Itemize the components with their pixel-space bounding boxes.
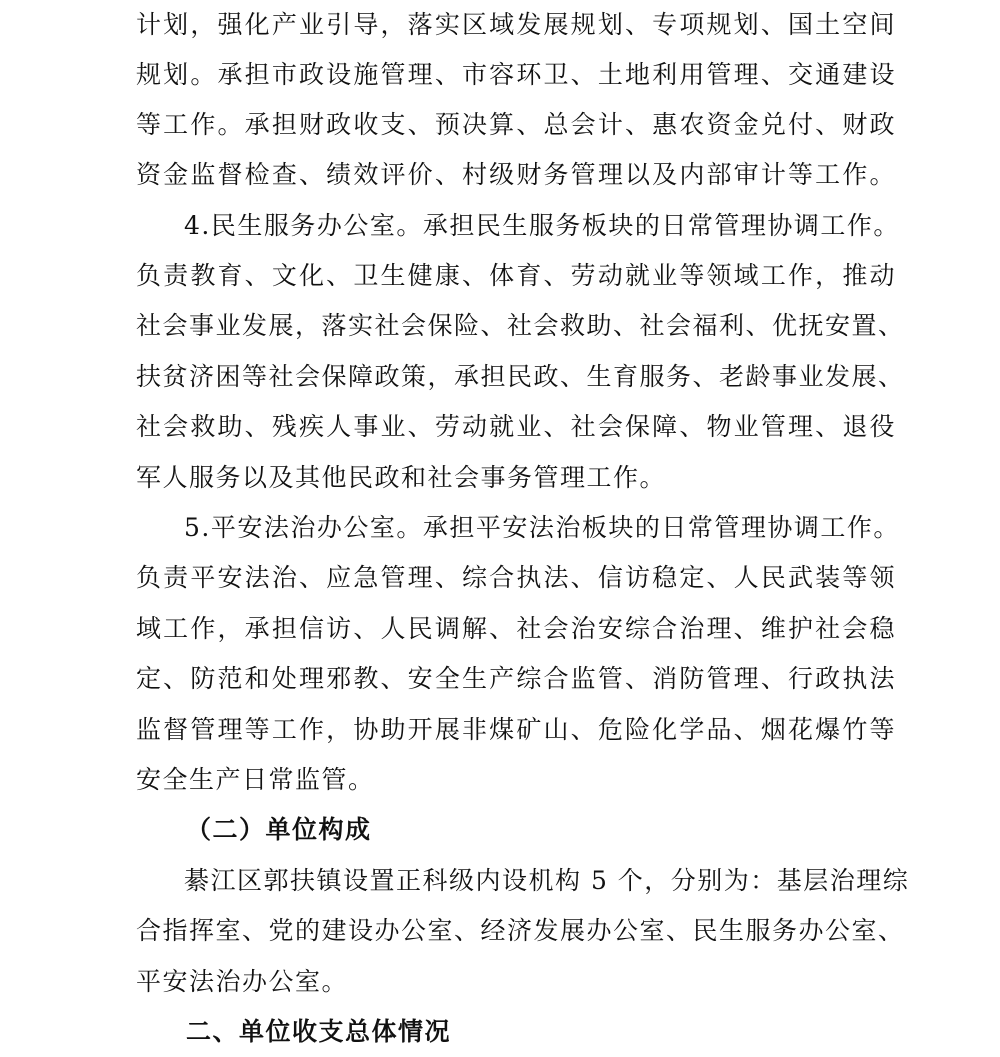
- text-line: 定、防范和处理邪教、安全生产综合监管、消防管理、行政执法: [136, 664, 896, 693]
- text-line: 平安法治办公室。: [136, 967, 349, 996]
- text-line: 等工作。承担财政收支、预决算、总会计、惠农资金兑付、财政: [136, 110, 896, 139]
- text-line: 规划。承担市政设施管理、市容环卫、土地利用管理、交通建设: [136, 60, 896, 89]
- text-line: 负责教育、文化、卫生健康、体育、劳动就业等领域工作，推动: [136, 261, 896, 290]
- paragraph-lead-line: 綦江区郭扶镇设置正科级内设机构 5 个，分别为：基层治理综: [184, 866, 910, 895]
- text-line: 社会事业发展，落实社会保险、社会救助、社会福利、优抚安置、: [136, 311, 905, 340]
- text-line: 安全生产日常监管。: [136, 765, 375, 794]
- text-line: 资金监督检查、绩效评价、村级财务管理以及内部审计等工作。: [136, 160, 896, 189]
- section-heading: 二、单位收支总体情况: [186, 1017, 452, 1046]
- paragraph-lead-line: 4.民生服务办公室。承担民生服务板块的日常管理协调工作。: [184, 211, 900, 240]
- text-line: 监督管理等工作，协助开展非煤矿山、危险化学品、烟花爆竹等: [136, 715, 896, 744]
- paragraph-lead-line: 5.平安法治办公室。承担平安法治板块的日常管理协调工作。: [184, 513, 900, 542]
- text-line: 计划，强化产业引导，落实区域发展规划、专项规划、国土空间: [136, 10, 896, 39]
- text-line: 域工作，承担信访、人民调解、社会治安综合治理、维护社会稳: [136, 614, 896, 643]
- text-line: 合指挥室、党的建设办公室、经济发展办公室、民生服务办公室、: [136, 916, 905, 945]
- text-line: 军人服务以及其他民政和社会事务管理工作。: [136, 463, 667, 492]
- text-line: 社会救助、残疾人事业、劳动就业、社会保障、物业管理、退役: [136, 412, 896, 441]
- text-line: 扶贫济困等社会保障政策，承担民政、生育服务、老龄事业发展、: [136, 362, 905, 391]
- subsection-heading: （二）单位构成: [186, 815, 372, 844]
- text-line: 负责平安法治、应急管理、综合执法、信访稳定、人民武装等领: [136, 563, 896, 592]
